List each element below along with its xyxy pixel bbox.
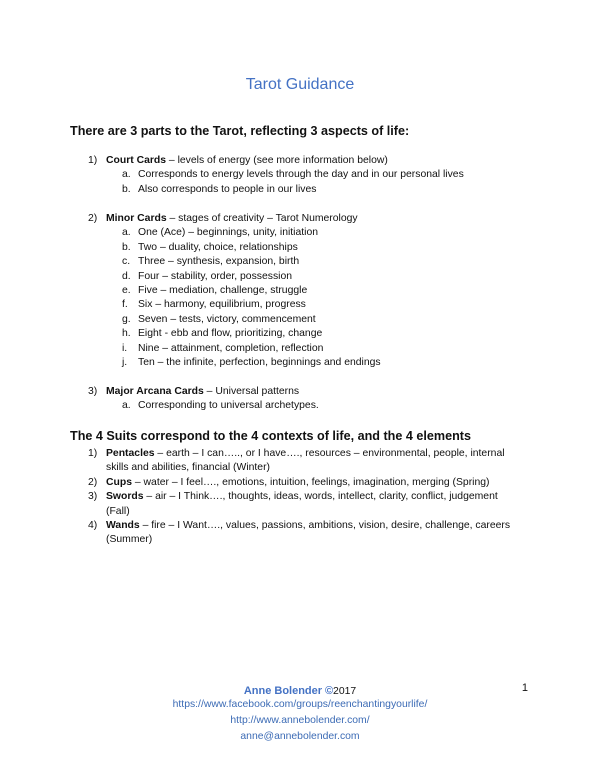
item-text: – water – I feel…., emotions, intuition, feelings, imagination, merging (Spring) [131,476,490,488]
sub-text: Ten – the infinite, perfection, beginnings and endings [138,357,381,369]
sub-item [88,342,381,356]
sub-letter: a. [122,169,131,181]
item-text: – stages of creativity – Tarot Numerology [166,213,358,224]
sub-item [88,183,464,197]
sub-item [88,255,381,269]
sub-letter: e. [122,285,131,297]
sub-text: Nine – attainment, completion, reflection [138,342,324,354]
sub-text: One (Ace) – beginnings, unity, initiation [138,227,319,239]
item-title: Swords [106,491,144,503]
sub-item [88,270,381,284]
item-title: Minor Cards [106,213,167,224]
item-title: Cups [106,476,132,488]
list-number: 4) [88,520,98,532]
facebook-link[interactable]: https://www.facebook.com/groups/reenchantingyourlife/ [172,699,428,710]
sub-letter: g. [122,313,131,325]
sub-letter: d. [122,270,131,282]
copyright-year: 2017 [333,686,357,697]
sub-letter: a. [122,227,131,239]
sub-text: Three – synthesis, expansion, birth [138,256,300,268]
sub-item [88,313,381,327]
footer [0,685,600,745]
list-item [88,476,518,490]
item-text: – fire – I Want…., values, passions, ambitions, vision, desire, challenge, careers (Summer) [106,520,511,546]
page-number: 1 [521,682,528,694]
sub-text: Seven – tests, victory, commencement [138,313,316,325]
item-title: Pentacles [106,448,155,459]
sub-text: Six – harmony, equilibrium, progress [138,299,306,311]
author-name: Anne Bolender [243,685,323,697]
sub-letter: f. [122,299,128,311]
list-item [88,154,464,168]
list-item [88,490,518,519]
sub-letter: b. [122,241,131,253]
sub-item [88,226,381,240]
item-text: – Universal patterns [203,386,300,397]
sub-letter: b. [122,183,131,195]
list-number: 3) [88,386,98,397]
court-cards-block [88,154,464,197]
sub-item [88,327,381,341]
item-text: – air – I Think…., thoughts, ideas, words, intellect, clarity, conflict, judgement (Fall) [106,491,498,517]
sub-text: Also corresponds to people in our lives [138,183,317,195]
sub-letter: c. [122,256,131,268]
item-title: Court Cards [106,155,167,166]
sub-letter: j. [122,357,128,369]
sub-letter: i. [122,342,128,354]
sub-item [88,298,381,312]
email-link[interactable]: anne@annebolender.com [240,731,360,742]
list-item [88,385,319,399]
sub-item [88,399,319,413]
list-item [88,447,518,476]
item-title: Major Arcana Cards [106,386,204,397]
sub-text: Corresponds to energy levels through the day and in our personal lives [138,169,464,181]
list-number: 1) [88,448,98,459]
sub-item [88,241,381,255]
website-link[interactable]: http://www.annebolender.com/ [230,715,370,726]
major-arcana-block [88,385,319,414]
list-number: 1) [88,155,98,166]
sub-item [88,168,464,182]
suits-list [88,447,518,548]
item-title: Wands [106,520,140,532]
list-number: 2) [88,213,98,224]
item-text: – levels of energy (see more information below) [166,155,388,166]
list-number: 3) [88,491,98,503]
list-item [88,212,381,226]
section-heading-parts: There are 3 parts to the Tarot, reflecting 3 aspects of life: [70,124,410,138]
section-heading-suits: The 4 Suits correspond to the 4 contexts of life, and the 4 elements [70,429,471,443]
item-text: – earth – I can….., or I have…., resources – environmental, people, internal skills and abilities, financial (Winter) [106,448,505,474]
sub-text: Eight - ebb and flow, prioritizing, change [138,328,323,340]
sub-text: Corresponding to universal archetypes. [138,400,319,412]
sub-text: Five – mediation, challenge, struggle [138,285,308,297]
list-number: 2) [88,476,98,488]
copyright-symbol: © [324,685,334,697]
sub-letter: a. [122,400,131,412]
page-title: Tarot Guidance [245,76,355,93]
sub-item [88,284,381,298]
list-item [88,519,518,548]
sub-text: Four – stability, order, possession [138,270,293,282]
sub-text: Two – duality, choice, relationships [138,241,298,253]
sub-letter: h. [122,328,131,340]
sub-item [88,356,381,370]
minor-cards-block [88,212,381,370]
